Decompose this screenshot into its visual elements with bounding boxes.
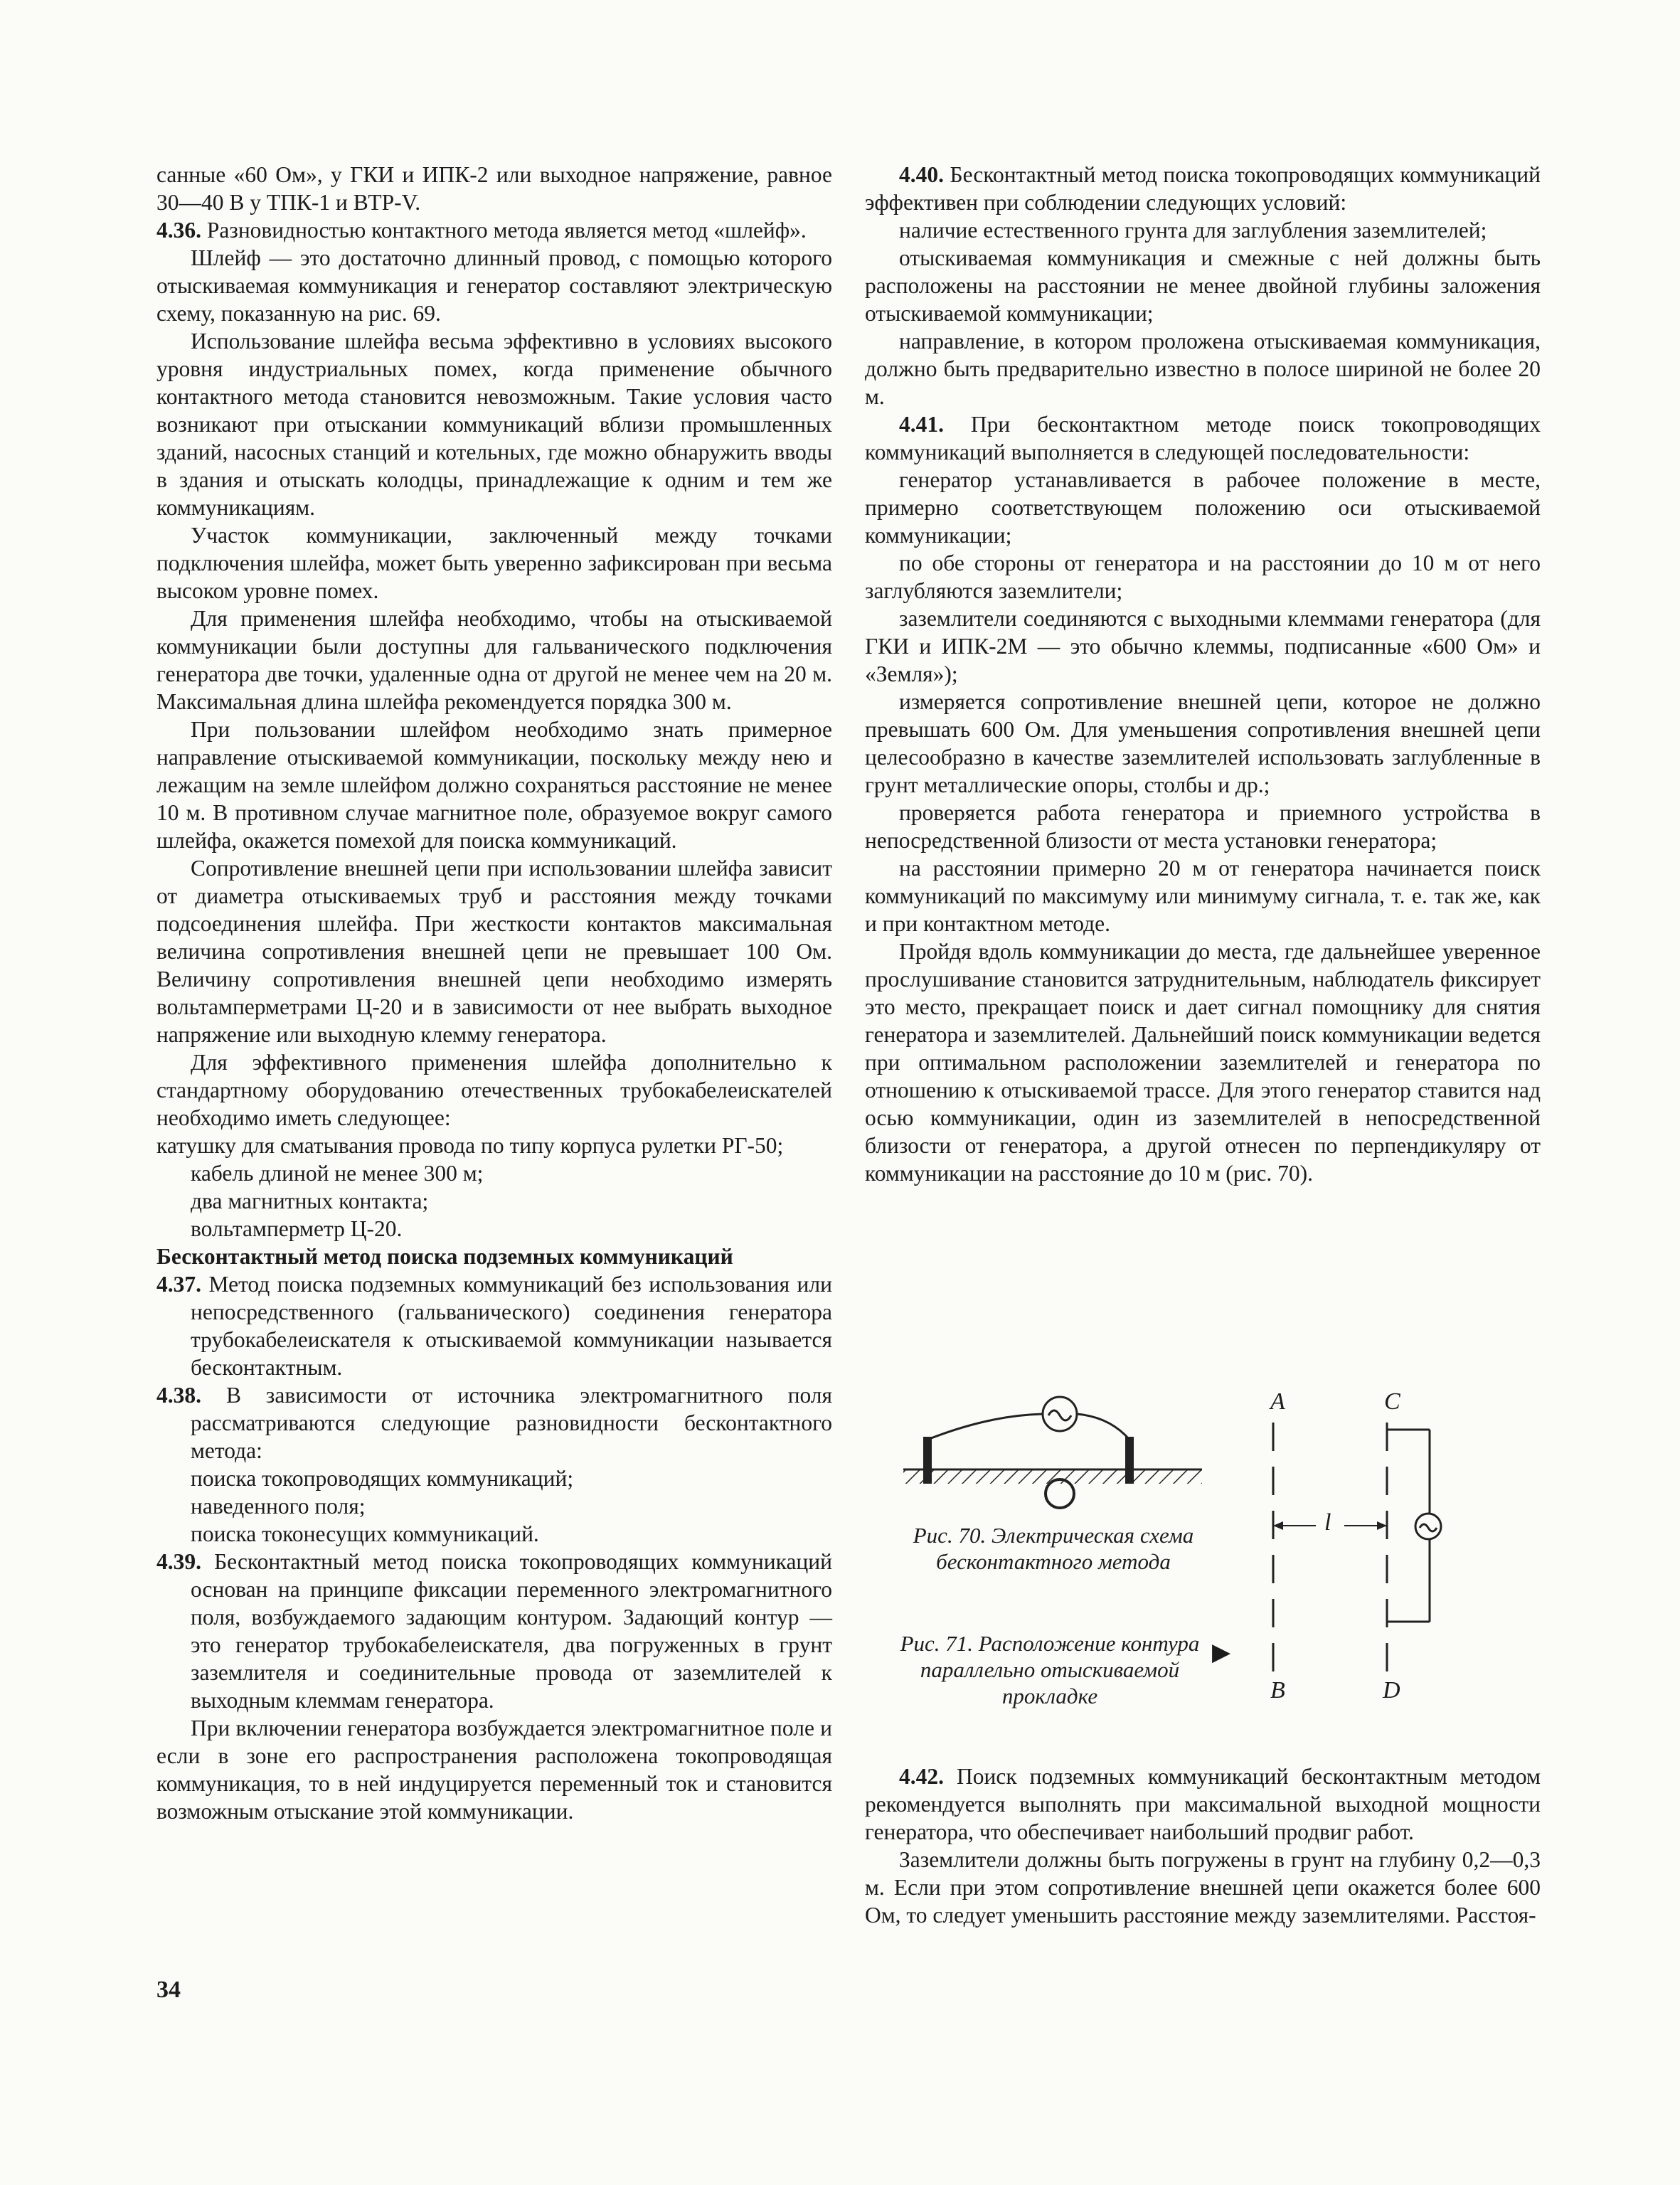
wire-left [927,1414,1043,1440]
paragraph [865,854,1541,937]
right-column-bottom [865,1763,1541,1929]
pointer-arrow-icon: ▶ [1212,1639,1231,1666]
section-heading [156,1243,832,1270]
label-l: l [1324,1509,1331,1536]
paragraph-text: по обе стороны от генератора и на расстоянии до 10 м от него заглубляются заземлители; [865,551,1541,603]
label-b: B [1270,1677,1285,1703]
paragraph-text: Пройдя вдоль коммуникации до места, где дальнейшее уверенное прослушивание становится затруднительным, наблюдатель фиксирует это место, прекращает поиск и дает сигнал помощнику для снятия генератора и заземлителей. Дальнейший поиск коммуникации ведется при оптимальном расположении заземлителей и генератора по отношению к отыскиваемой трассе. Для этого генератор ставится над осью коммуникации, один из заземлителей в непосредственной близости от генератора, а другой отнесен по перпендикуляру от коммуникации на расстояние до 10 м (рис. 70). [865,939,1541,1186]
paragraph-text: заземлители соединяются с выходными клеммами генератора (для ГКИ и ИПК-2М — это обычно клеммы, подписанные «600 Ом» и «Земля»); [865,606,1541,686]
paragraph-number: 4.38. [156,1383,201,1408]
paragraph [156,1381,832,1464]
paragraph [865,466,1541,549]
paragraph-text: отыскиваемая коммуникация и смежные с ней должны быть расположены на расстоянии не менее двойной глубины заложения отыскиваемой коммуникации; [865,245,1541,326]
paragraph-text: наведенного поля; [191,1494,366,1519]
ground-electrode-right [1125,1437,1134,1484]
paragraph-text: направление, в котором проложена отыскиваемая коммуникация, должно быть предварительно известно в полосе шириной не более 20 м. [865,329,1541,409]
fig70-caption: Рис. 70. Электрическая схема бесконтактного метода [913,1523,1194,1574]
page-number: 34 [156,1977,181,2003]
left-column [156,161,832,1825]
paragraph-text: Сопротивление внешней цепи при использовании шлейфа зависит от диаметра отыскиваемых труб и расстояния между точками подсоединения шлейфа. При жесткости контактов максимальная величина сопротивления внешней цепи не превышает 100 Ом. Величину сопротивления внешней цепи необходимо измерять вольтамперметрами Ц-20 и в зависимости от нее выбрать выходное напряжение или выходную клемму генератора. [156,856,832,1047]
paragraph [156,216,832,244]
paragraph-text: При включении генератора возбуждается электромагнитное поле и если в зоне его распространения расположена токопроводящая коммуникация, то в ней индуцируется переменный ток и становится возможным отыскание этой коммуникации. [156,1716,832,1824]
paragraph-number: 4.37. [156,1272,201,1297]
wire-right [1077,1414,1129,1440]
paragraph-text: измеряется сопротивление внешней цепи, которое не должно превышать 600 Ом. Для уменьшения сопротивления внешней цепи целесообразно в качестве заземлителей использовать заглубленные в грунт металлические опоры, столбы и др.; [865,689,1541,797]
paragraph [865,244,1541,327]
paragraph [865,1763,1541,1846]
paragraph [156,161,832,216]
paragraph-text: поиска токопроводящих коммуникаций; [191,1466,574,1491]
dim-arrow-left [1273,1521,1283,1530]
paragraph [156,1520,832,1548]
paragraph [156,244,832,327]
paragraph-number: 4.42. [899,1764,944,1789]
paragraph [865,605,1541,688]
paragraph-text: При бесконтактном методе поиск токопроводящих коммуникаций выполняется в следующей последовательности: [865,412,1541,464]
paragraph-text: В зависимости от источника электромагнитного поля рассматриваются следующие разновидности бесконтактного метода: [191,1383,832,1463]
paragraph [156,1270,832,1381]
paragraph-text: Бесконтактный метод поиска подземных коммуникаций [156,1244,733,1269]
paragraph [156,327,832,521]
paragraph-text: два магнитных контакта; [191,1189,429,1213]
paragraph-text: проверяется работа генератора и приемного устройства в непосредственной близости от места установки генератора; [865,800,1541,853]
paragraph [156,1492,832,1520]
ground-electrode-left [923,1437,932,1484]
paragraph [865,216,1541,244]
paragraph [156,1159,832,1187]
fig70-diagram [903,1387,1216,1515]
paragraph [156,1548,832,1714]
paragraph-text: катушку для сматывания провода по типу корпуса рулетки РГ-50; [156,1133,784,1158]
paragraph-text: Участок коммуникации, заключенный между точками подключения шлейфа, может быть уверенно зафиксирован при весьма высоком уровне помех. [156,523,832,603]
paragraph-text: Использование шлейфа весьма эффективно в условиях высокого уровня индустриальных помех, когда применение обычного контактного метода становится невозможным. Такие условия часто возникают при отыскании коммуникаций вблизи промышленных зданий, насосных станций и котельных, где можно обнаружить вводы в здания и отыскать колодцы, принадлежащие к одним и тем же коммуникациям. [156,329,832,520]
paragraph [865,799,1541,854]
paragraph-text: поиска токонесущих коммуникаций. [191,1521,539,1546]
dim-arrow-right [1377,1521,1387,1530]
paragraph-text: кабель длиной не менее 300 м; [191,1161,484,1186]
paragraph-number: 4.41. [899,412,944,437]
paragraph-text: Поиск подземных коммуникаций бесконтактным методом рекомендуется выполнять при максимальной выходной мощности генератора, что обеспечивает наибольший продвиг работ. [865,1764,1541,1844]
right-column-top [865,161,1541,1187]
paragraph-text: Для применения шлейфа необходимо, чтобы на отыскиваемой коммуникации были доступны для гальванического подключения генератора две точки, удаленные одна от другой не менее чем на 20 м. Максимальная длина шлейфа рекомендуется порядка 300 м. [156,606,832,714]
paragraph-text: Для эффективного применения шлейфа дополнительно к стандартному оборудованию отечественных трубокабелеискателей необходимо иметь следующее: [156,1050,832,1130]
paragraph-text: Бесконтактный метод поиска токопроводящих коммуникаций основан на принципе фиксации переменного электромагнитного поля, возбуждаемого задающим контуром. Задающий контур — это генератор трубокабелеискателя, два погруженных в грунт заземлителя и соединительные провода от заземлителей к выходным клеммам генератора. [191,1549,832,1713]
paragraph-number: 4.36. [156,218,201,243]
label-c: C [1384,1388,1400,1415]
label-a: A [1270,1388,1285,1415]
paragraph [865,161,1541,216]
paragraph [156,1048,832,1132]
fig71-caption: Рис. 71. Расположение контура параллельно отыскиваемой прокладке [900,1631,1200,1708]
paragraph [865,549,1541,605]
ac-wave-icon [1048,1410,1071,1420]
paragraph-text: наличие естественного грунта для заглубления заземлителей; [899,218,1487,243]
paragraph-text: Бесконтактный метод поиска токопроводящих коммуникаций эффективен при соблюдении следующих условий: [865,162,1541,215]
fig71-diagram [1259,1387,1472,1707]
paragraph-text: санные «60 Ом», у ГКИ и ИПК-2 или выходное напряжение, равное 30—40 В у ТПК-1 и ВТР-V. [156,162,832,215]
paragraph-text: генератор устанавливается в рабочее положение в месте, примерно соответствующем положению оси отыскиваемой коммуникации; [865,467,1541,548]
paragraph [865,327,1541,410]
paragraph [156,1464,832,1492]
paragraph-text: вольтамперметр Ц-20. [191,1216,403,1241]
paragraph-text: Метод поиска подземных коммуникаций без использования или непосредственного (гальванического) соединения генератора трубокабелеискателя к отыскиваемой коммуникации называется бесконтактным. [191,1272,832,1380]
paragraph-text: Шлейф — это достаточно длинный провод, с помощью которого отыскиваемая коммуникация и генератор составляют электрическую схему, показанную на рис. 69. [156,245,832,326]
paragraph-number: 4.39. [156,1549,201,1574]
paragraph-number: 4.40. [899,162,944,187]
paragraph [156,1132,832,1159]
paragraph [156,854,832,1048]
paragraph [865,410,1541,466]
paragraph [156,1187,832,1215]
paragraph [156,1714,832,1825]
paragraph [156,605,832,716]
paragraph-text: Разновидностью контактного метода является метод «шлейф». [201,218,807,243]
paragraph [156,521,832,605]
paragraph [865,688,1541,799]
paragraph-text: При пользовании шлейфом необходимо знать примерное направление отыскиваемой коммуникации, поскольку между нею и лежащим на земле шлейфом должно сохраняться расстояние не менее 10 м. В противном случае магнитное поле, образуемое вокруг самого шлейфа, окажется помехой для поиска коммуникаций. [156,717,832,853]
paragraph [865,1846,1541,1929]
paragraph-text: Заземлители должны быть погружены в грунт на глубину 0,2—0,3 м. Если при этом сопротивление внешней цепи окажется более 600 Ом, то следует уменьшить расстояние между заземлителями. Расстоя- [865,1847,1541,1928]
paragraph [156,716,832,854]
paragraph-text: на расстоянии примерно 20 м от генератора начинается поиск коммуникаций по максимуму или минимуму сигнала, т. е. так же, как и при контактном методе. [865,856,1541,936]
label-d: D [1383,1677,1400,1703]
paragraph [865,937,1541,1187]
paragraph [156,1215,832,1243]
